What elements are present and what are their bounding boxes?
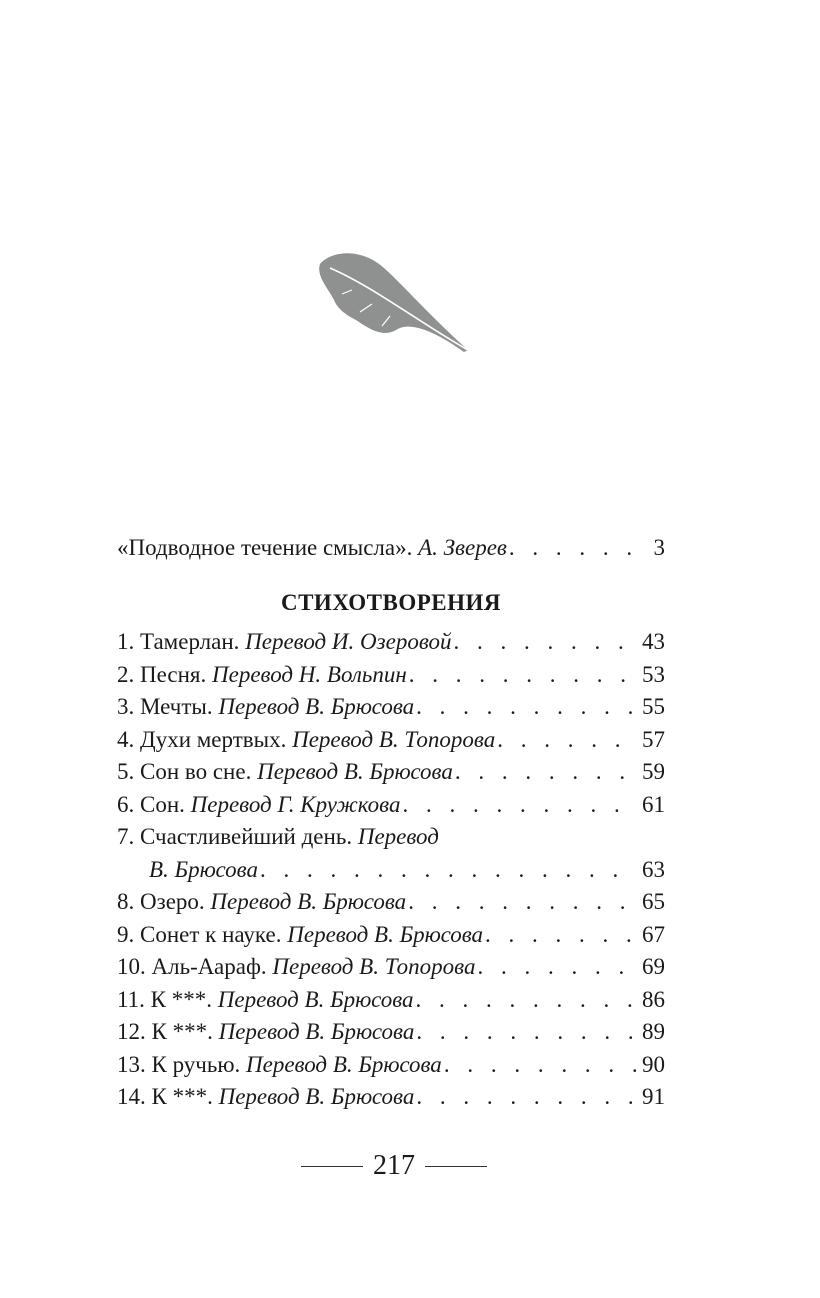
toc-row[interactable] [117, 626, 665, 659]
entry-title: 10. Аль-Аараф. [117, 954, 267, 979]
entry-translator: Перевод В. Брюсова [218, 694, 415, 719]
entry-title-wrap [117, 984, 414, 1017]
entry-translator: Перевод В. Брюсова [246, 1051, 442, 1077]
entry-title-wrap [117, 1049, 442, 1082]
entry-title-wrap [117, 821, 439, 854]
toc-row[interactable] [117, 1016, 665, 1049]
entry-translator: Перевод В. Брюсова [217, 986, 414, 1012]
leader-dots [416, 984, 637, 1017]
leader-dots [478, 951, 637, 984]
entry-translator: Перевод В. Брюсова [218, 1019, 415, 1044]
entry-title: 11. К ***. [117, 986, 212, 1012]
intro-title: «Подводное течение смысла». А. Зверев [117, 535, 507, 560]
entry-translator: Перевод В. Топорова [292, 726, 496, 752]
leader-dots [416, 1016, 637, 1049]
feather-icon [312, 246, 472, 358]
entry-title-wrap [117, 1081, 414, 1114]
toc-row[interactable] [117, 886, 665, 919]
entry-title-wrap [117, 691, 414, 724]
entry-title: 6. Сон. [117, 791, 185, 817]
toc-row[interactable] [117, 659, 665, 692]
entry-title: 4. Духи мертвых. [117, 726, 287, 752]
leader-dots [403, 789, 637, 822]
entry-page-number: 61 [642, 791, 665, 817]
entry-title: 7. Счастливейший день. [117, 824, 353, 849]
entry-translator: Перевод Н. Вольпин [212, 661, 407, 687]
section-heading: СТИХОТВОРЕНИЯ [280, 590, 502, 615]
entry-page-number: 89 [642, 1019, 665, 1044]
entry-title-wrap [117, 756, 453, 789]
entry-title: 1. Тамерлан. [117, 629, 240, 654]
entry-page-number: 55 [642, 694, 665, 719]
entry-page-number: 53 [642, 661, 665, 687]
leader-dots [408, 886, 637, 919]
entry-title-wrap [117, 789, 401, 822]
toc-row[interactable] [117, 821, 665, 854]
leader-dots [409, 659, 637, 692]
entry-translator: Перевод В. Топорова [272, 954, 476, 979]
entry-title: 14. К ***. [117, 1084, 213, 1109]
entry-title: 5. Сон во сне. [117, 759, 252, 784]
toc-row-intro[interactable] [117, 528, 665, 568]
leader-dots [416, 1081, 637, 1114]
entry-title-wrap [149, 854, 258, 887]
toc-row[interactable] [117, 1081, 665, 1114]
leader-dots [509, 528, 637, 568]
entry-translator: Перевод В. Брюсова [257, 759, 453, 784]
entry-title: 12. К ***. [117, 1019, 213, 1044]
entry-page-number: 63 [642, 856, 665, 882]
entry-page-number: 57 [642, 726, 665, 752]
entry-title-wrap [117, 626, 452, 659]
entry-page-number: 67 [642, 921, 665, 947]
entry-page-number: 59 [642, 759, 665, 784]
entry-translator: Перевод [357, 824, 439, 849]
leader-dots [260, 854, 637, 887]
folio-rule-right [425, 1166, 487, 1167]
intro-entry [117, 528, 665, 568]
entry-translator: Перевод И. Озеровой [245, 629, 452, 654]
toc-row[interactable] [117, 691, 665, 724]
toc-list [117, 626, 665, 1114]
toc-row[interactable] [117, 724, 665, 757]
leader-dots [416, 691, 637, 724]
toc-row[interactable] [117, 756, 665, 789]
entry-page-number: 43 [642, 629, 665, 654]
leader-dots [497, 724, 637, 757]
entry-translator: Перевод В. Брюсова [287, 921, 484, 947]
entry-title: 13. К ручью. [117, 1051, 241, 1077]
toc-row[interactable] [117, 984, 665, 1017]
entry-translator: Перевод В. Брюсова [210, 889, 407, 914]
folio-number: 217 [373, 1150, 415, 1181]
entry-translator: Перевод В. Брюсова [218, 1084, 415, 1109]
leader-dots [455, 756, 637, 789]
entry-title-wrap [117, 886, 406, 919]
entry-title-wrap [117, 951, 476, 984]
entry-page-number: 65 [642, 889, 665, 914]
intro-author: А. Зверев [418, 535, 507, 560]
folio-rule-left [301, 1166, 363, 1167]
entry-page-number: 90 [642, 1051, 665, 1077]
entry-title: 2. Песня. [117, 661, 207, 687]
toc-row[interactable] [117, 919, 665, 952]
entry-title: 8. Озеро. [117, 889, 205, 914]
entry-page-number: 69 [642, 954, 665, 979]
toc-row[interactable] [117, 951, 665, 984]
leader-dots [444, 1049, 637, 1082]
toc-row[interactable] [117, 789, 665, 822]
intro-page-number: 3 [653, 535, 665, 560]
toc-row-continued[interactable] [117, 854, 665, 887]
entry-title-wrap [117, 919, 483, 952]
toc-row[interactable] [117, 1049, 665, 1082]
entry-translator-cont: В. Брюсова [149, 856, 258, 882]
leader-dots [454, 626, 637, 659]
entry-title-wrap [117, 1016, 414, 1049]
entry-translator: Перевод Г. Кружкова [190, 791, 401, 817]
entry-title-wrap [117, 659, 407, 692]
entry-page-number: 86 [642, 986, 665, 1012]
entry-title: 3. Мечты. [117, 694, 213, 719]
leader-dots [485, 919, 637, 952]
entry-title-wrap [117, 724, 495, 757]
entry-page-number: 91 [642, 1084, 665, 1109]
entry-title: 9. Сонет к науке. [117, 921, 282, 947]
page-folio [300, 1150, 488, 1182]
